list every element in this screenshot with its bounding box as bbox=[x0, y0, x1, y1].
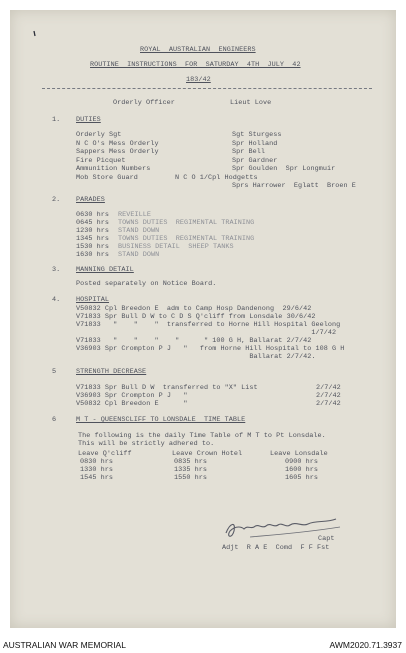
timetable-cell: 1605 hrs bbox=[285, 474, 319, 482]
duty-name: Fire Picquet bbox=[76, 156, 126, 165]
duty-assignee: Sgt Sturgess bbox=[232, 131, 282, 139]
section-number-timetable: 6 bbox=[52, 416, 57, 424]
timetable-intro: This will be strictly adhered to. bbox=[78, 440, 215, 448]
duty-assignee: Spr Bell bbox=[232, 148, 266, 156]
manning-text: Posted separately on Notice Board. bbox=[76, 280, 217, 288]
orderly-officer-name: Lieut Love bbox=[230, 99, 272, 107]
timetable-cell: 1545 hrs bbox=[80, 474, 114, 482]
timetable-cell: 1330 hrs bbox=[80, 466, 114, 474]
hospital-line: V71833 Spr Bull D W to C D S Q'cliff from Lonsdale 30/6/42 bbox=[76, 313, 316, 321]
section-heading-strength: STRENGTH DECREASE bbox=[76, 368, 147, 376]
duty-name: N C O's Mess Orderly bbox=[76, 139, 159, 148]
duty-name: Sappers Mess Orderly bbox=[76, 148, 159, 156]
duty-name: Mob Store Guard bbox=[76, 173, 138, 182]
strength-entry: V50832 Cpl Breedon E " bbox=[76, 400, 188, 408]
signature-rank: Capt bbox=[318, 535, 335, 543]
section-number-hospital: 4. bbox=[52, 296, 61, 304]
timetable-cell: 0830 hrs bbox=[80, 458, 114, 466]
section-number-manning: 3. bbox=[52, 266, 61, 274]
signature-title: Adjt R A E Comd F F Fst bbox=[222, 544, 330, 552]
section-heading-parades: PARADES bbox=[76, 196, 105, 204]
footer-institution: AUSTRALIAN WAR MEMORIAL bbox=[3, 640, 126, 650]
timetable-cell: 1600 hrs bbox=[285, 466, 319, 474]
hospital-line: V36903 Spr Crompton P J " from Horne Hill Hospital to 108 G H bbox=[76, 345, 345, 353]
section-number-duties: 1. bbox=[52, 116, 61, 124]
parade-time: 0630 hrs bbox=[76, 211, 110, 219]
header-rule bbox=[42, 88, 372, 89]
parade-event: STAND DOWN bbox=[118, 251, 160, 259]
timetable-cell: 1550 hrs bbox=[174, 474, 208, 482]
timetable-cell: 0835 hrs bbox=[174, 458, 208, 466]
header-line1: ROYAL AUSTRALIAN ENGINEERS bbox=[140, 46, 256, 54]
duty-assignee: Sprs Harrower Eglatt Broen E bbox=[232, 182, 356, 190]
hospital-line: 1/7/42 bbox=[76, 329, 337, 337]
timetable-column-header: Leave Crown Hotel bbox=[172, 450, 243, 458]
strength-entry: V36903 Spr Crompton P J " bbox=[76, 392, 188, 400]
hospital-line: Ballarat 2/7/42. bbox=[76, 353, 316, 361]
header-line2: ROUTINE INSTRUCTIONS FOR SATURDAY 4TH JULY 42 bbox=[90, 61, 301, 69]
timetable-column-header: Leave Lonsdale bbox=[270, 450, 328, 458]
parade-event: BUSINESS DETAIL SHEEP TANKS bbox=[118, 243, 234, 251]
section-heading-hospital: HOSPITAL bbox=[76, 296, 110, 304]
section-heading-manning: MANNING DETAIL bbox=[76, 266, 134, 274]
parade-time: 1630 hrs bbox=[76, 251, 110, 259]
timetable-column-header: Leave Q'cliff bbox=[78, 450, 132, 458]
timetable-intro: The following is the daily Time Table of M T to Pt Lonsdale. bbox=[78, 432, 326, 440]
strength-entry: V71833 Spr Bull D W transferred to "X" List bbox=[76, 384, 258, 392]
hospital-line: V71833 " " " transferred to Horne Hill Hospital Geelong bbox=[76, 321, 341, 329]
duty-assignee: Spr Holland bbox=[232, 139, 278, 148]
parade-time: 1530 hrs bbox=[76, 243, 110, 251]
duty-name: Orderly Sgt bbox=[76, 131, 122, 139]
parade-event: TOWNS DUTIES REGIMENTAL TRAINING bbox=[118, 235, 255, 243]
hospital-line: V71833 " " " " " 100 G H, Ballarat 2/7/42 bbox=[76, 337, 312, 345]
duty-assignee: N C O 1/Cpl Hodgetts bbox=[175, 173, 258, 182]
parade-time: 1345 hrs bbox=[76, 235, 110, 243]
strength-date: 2/7/42 bbox=[316, 384, 341, 392]
section-number-strength: 5 bbox=[52, 368, 57, 376]
section-heading-timetable: M T - QUEENSCLIFF TO LONSDALE TIME TABLE bbox=[76, 416, 246, 424]
parade-event: TOWNS DUTIES REGIMENTAL TRAINING bbox=[118, 219, 255, 227]
strength-date: 2/7/42 bbox=[316, 400, 341, 408]
duty-assignee: Spr Goulden Spr Longmuir bbox=[232, 165, 336, 173]
strength-date: 2/7/42 bbox=[316, 392, 341, 400]
parade-event: REVEILLE bbox=[118, 211, 152, 219]
archive-footer bbox=[0, 631, 406, 653]
section-number-parades: 2. bbox=[52, 196, 61, 204]
ink-mark bbox=[32, 30, 38, 38]
timetable-cell: 1335 hrs bbox=[174, 466, 208, 474]
hospital-line: V50832 Cpl Breedon E adm to Camp Hosp Dandenong 29/6/42 bbox=[76, 305, 312, 313]
footer-accession-number: AWM2020.71.3937 bbox=[329, 640, 402, 650]
parade-event: STAND DOWN bbox=[118, 227, 160, 235]
orderly-officer-label: Orderly Officer bbox=[113, 99, 175, 107]
section-heading-duties: DUTIES bbox=[76, 116, 101, 124]
document-number: 183/42 bbox=[186, 76, 211, 84]
duty-assignee: Spr Gardner bbox=[232, 156, 278, 165]
parade-time: 1230 hrs bbox=[76, 227, 110, 235]
parade-time: 0645 hrs bbox=[76, 219, 110, 227]
duty-name: Ammunition Numbers bbox=[76, 165, 151, 173]
timetable-cell: 0900 hrs bbox=[285, 458, 319, 466]
